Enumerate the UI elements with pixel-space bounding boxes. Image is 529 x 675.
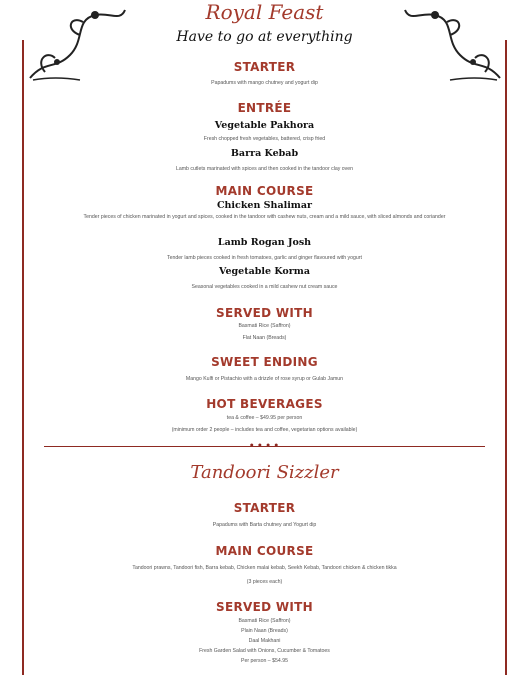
entree-heading: ENTRÉE [237, 101, 292, 115]
dish-lamb-rogan-josh: Lamb Rogan Josh [217, 237, 312, 248]
hot-line: (minimum order 2 people – includes tea and coffee, vegetarian options available) [171, 427, 358, 433]
sizzler-served-line: Daal Makhani [248, 638, 281, 644]
dish-chicken-shalimar: Chicken Shalimar [216, 200, 313, 211]
served-with-heading: SERVED WITH [216, 306, 313, 320]
sizzler-served-line: Basmati Rice (Saffron) [238, 618, 291, 624]
sweet-ending-heading: SWEET ENDING [211, 355, 318, 369]
starter-heading: STARTER [233, 60, 296, 74]
divider-ornament: ● ● ● ● [249, 442, 280, 449]
hot-line: tea & coffee – $49.95 per person [226, 415, 303, 421]
sizzler-main-desc: Tandoori prawns, Tandoori fish, Barra kebab, Chicken malai kebab, Seekh Kebab, Tandoori chicken & chicken tikka [132, 565, 397, 571]
sizzler-served-heading: SERVED WITH [216, 600, 313, 614]
served-line: Flat Naan (Breads) [242, 335, 287, 341]
sizzler-served-line: Fresh Garden Salad with Onions, Cucumber & Tomatoes [199, 648, 330, 654]
sizzler-main-note: (3 pieces each) [246, 579, 283, 585]
main-course-heading: MAIN COURSE [215, 184, 314, 198]
sizzler-served-line: Per person – $54.95 [240, 658, 288, 664]
dish-desc: Tender lamb pieces cooked in fresh tomatoes, garlic and ginger flavoured with yogurt [167, 255, 362, 261]
served-line: Basmati Rice (Saffron) [238, 323, 291, 329]
dish-desc: Fresh chopped fresh vegetables, battered, crisp fried [203, 136, 326, 142]
dish-desc: Lamb cutlets marinated with spices and then cooked in the tandoor clay oven [175, 166, 354, 172]
dish-vegetable-korma: Vegetable Korma [219, 266, 310, 277]
dish-desc: Seasonal vegetables cooked in a mild cashew nut cream sauce [191, 284, 338, 290]
sweet-desc: Mango Kulfi or Pistachio with a drizzle of rose syrup or Gulab Jamun [185, 376, 344, 382]
dish-vegetable-pakhora: Vegetable Pakhora [214, 120, 315, 131]
sizzler-title: Tandoori Sizzler [190, 462, 339, 483]
sizzler-served-line: Plain Naan (Breads) [241, 628, 288, 634]
dish-desc: Tender pieces of chicken marinated in yogurt and spices, cooked in the tandoor with cashew nuts, cream and a mild sauce, with sliced almonds and coriander [83, 214, 446, 220]
sizzler-starter-heading: STARTER [233, 501, 296, 515]
sizzler-main-heading: MAIN COURSE [215, 544, 314, 558]
dish-barra-kebab: Barra Kebab [230, 148, 299, 159]
sizzler-starter-desc: Papadums with Barta chutney and Yogurt dip [212, 522, 317, 528]
starter-desc: Papadums with mango chutney and yogurt dip [211, 80, 318, 86]
menu-tagline: Have to go at everything [176, 29, 353, 45]
hot-beverages-heading: HOT BEVERAGES [206, 397, 323, 411]
menu-title: Royal Feast [205, 0, 324, 24]
